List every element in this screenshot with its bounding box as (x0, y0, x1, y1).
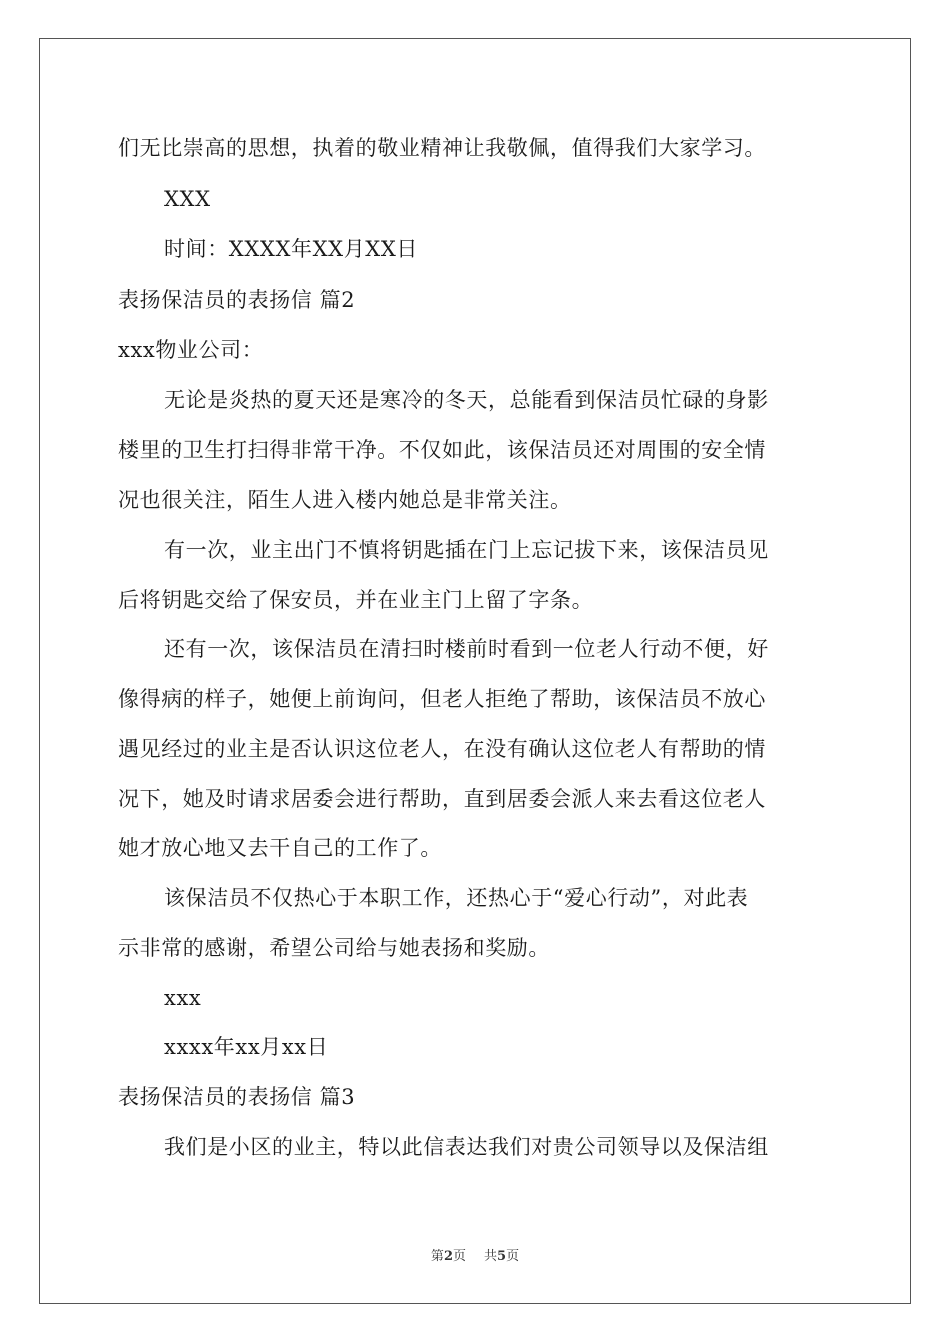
page-prefix: 第 (430, 1249, 444, 1264)
paragraph-line: 遇见经过的业主是否认识这位老人，在没有确认这位老人有帮助的情 (118, 737, 766, 761)
section-heading: 表扬保洁员的表扬信 篇3 (118, 1085, 356, 1109)
paragraph-line: 有一次，业主出门不慎将钥匙插在门上忘记拔下来，该保洁员见 (164, 538, 769, 562)
section-heading: 表扬保洁员的表扬信 篇2 (118, 288, 356, 312)
paragraph-line: 楼里的卫生打扫得非常干净。不仅如此，该保洁员还对周围的安全情 (118, 438, 766, 462)
total-page-count: 5 (497, 1249, 507, 1264)
paragraph-line: 该保洁员不仅热心于本职工作，还热心于“爱心行动”，对此表 (164, 886, 749, 910)
paragraph-line: 们无比崇高的思想，执着的敬业精神让我敬佩，值得我们大家学习。 (118, 136, 766, 160)
page-footer (0, 1248, 950, 1266)
paragraph-line: 示非常的感谢，希望公司给与她表扬和奖励。 (118, 936, 550, 960)
total-suffix: 页 (506, 1249, 520, 1264)
paragraph-line: 况下，她及时请求居委会进行帮助，直到居委会派人来去看这位老人 (118, 787, 766, 811)
total-prefix: 共 (484, 1249, 498, 1264)
current-page-number: 2 (443, 1249, 453, 1264)
signature-name: xxx (164, 986, 202, 1010)
paragraph-line: 况也很关注，陌生人进入楼内她总是非常关注。 (118, 488, 572, 512)
letter-salutation: xxx物业公司： (118, 338, 264, 362)
paragraph-line: 她才放心地又去干自己的工作了。 (118, 836, 442, 860)
paragraph-line: 我们是小区的业主，特以此信表达我们对贵公司领导以及保洁组 (164, 1135, 769, 1159)
paragraph-line: 像得病的样子，她便上前询问，但老人拒绝了帮助，该保洁员不放心 (118, 687, 766, 711)
signature-date: xxxx年xx月xx日 (164, 1035, 329, 1059)
paragraph-line: 还有一次，该保洁员在清扫时楼前时看到一位老人行动不便，好 (164, 637, 769, 661)
paragraph-line: 无论是炎热的夏天还是寒冷的冬天，总能看到保洁员忙碌的身影 (164, 388, 769, 412)
signature-name: XXX (164, 187, 211, 211)
page-suffix: 页 (452, 1249, 466, 1264)
page-border (39, 38, 911, 1304)
paragraph-line: 后将钥匙交给了保安员，并在业主门上留了字条。 (118, 588, 594, 612)
signature-date: 时间：XXXX年XX月XX日 (164, 237, 419, 261)
